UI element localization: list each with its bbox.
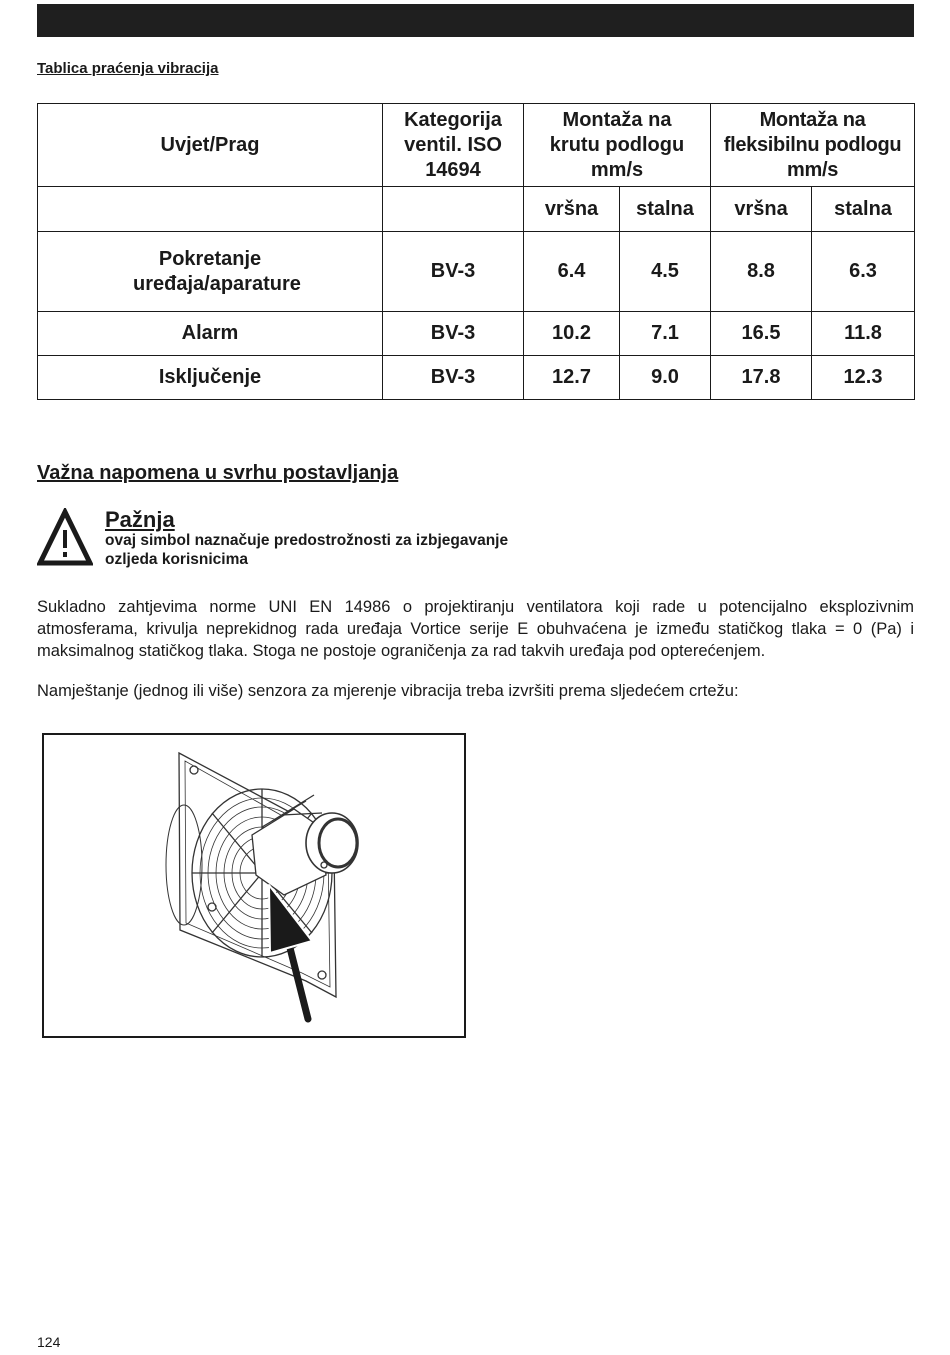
row-category: BV-3 xyxy=(383,356,524,400)
row-condition: Pokretanje uređaja/aparature xyxy=(38,232,383,312)
row-flex-peak: 8.8 xyxy=(711,232,812,312)
paragraph-standard: Sukladno zahtjevima norme UNI EN 14986 o projektiranju ventilatora koji rade u potencijalno eksplozivnim atmosferama, krivulja neprekidnog rada uređaja Vortice serije E obuhvaćena je između statičkog tlaka = 0 (Pa) i maksimalnog statičkog tlaka. Stoga ne postoje ograničenja za rad takvih uređaja pod opterećenjem. xyxy=(37,598,914,660)
row-condition: Alarm xyxy=(38,312,383,356)
paragraph-sensor: Namještanje (jednog ili više) senzora za mjerenje vibracija treba izvršiti prema sljedećem crtežu: xyxy=(37,682,739,700)
vibration-table xyxy=(37,103,915,400)
warning-text: ovaj simbol naznačuje predostrožnosti za izbjegavanje ozljeda korisnicima xyxy=(105,532,509,568)
row-rigid-steady: 4.5 xyxy=(620,232,711,312)
table-caption: Tablica praćenja vibracija xyxy=(37,60,219,77)
table-row xyxy=(38,232,915,312)
table-subheader-row xyxy=(38,187,915,232)
row-rigid-peak: 10.2 xyxy=(524,312,620,356)
page-number: 124 xyxy=(37,1334,61,1350)
subheader-flex-peak: vršna xyxy=(711,187,812,232)
row-flex-steady: 12.3 xyxy=(812,356,915,400)
header-condition: Uvjet/Prag xyxy=(38,104,383,187)
row-rigid-peak: 12.7 xyxy=(524,356,620,400)
subheader-rigid-peak: vršna xyxy=(524,187,620,232)
subheader-rigid-steady: stalna xyxy=(620,187,711,232)
row-rigid-peak: 6.4 xyxy=(524,232,620,312)
row-flex-peak: 16.5 xyxy=(711,312,812,356)
table-row xyxy=(38,312,915,356)
row-rigid-steady: 7.1 xyxy=(620,312,711,356)
row-flex-peak: 17.8 xyxy=(711,356,812,400)
row-category: BV-3 xyxy=(383,232,524,312)
subheader-empty-1 xyxy=(38,187,383,232)
table-header-row xyxy=(38,104,915,187)
section-title: Važna napomena u svrhu postavljanja xyxy=(37,462,399,484)
warning-triangle-icon xyxy=(37,508,93,566)
row-condition: Isključenje xyxy=(38,356,383,400)
header-rigid: Montaža na krutu podlogu mm/s xyxy=(524,104,711,187)
wall-fan-with-arrow-icon xyxy=(44,735,464,1036)
row-flex-steady: 11.8 xyxy=(812,312,915,356)
row-rigid-steady: 9.0 xyxy=(620,356,711,400)
fan-figure xyxy=(42,733,466,1038)
header-flexible: Montaža na fleksibilnu podlogu mm/s xyxy=(711,104,915,187)
row-category: BV-3 xyxy=(383,312,524,356)
header-bar xyxy=(37,4,914,37)
row-flex-steady: 6.3 xyxy=(812,232,915,312)
subheader-flex-steady: stalna xyxy=(812,187,915,232)
header-category: Kategorija ventil. ISO 14694 xyxy=(383,104,524,187)
table-row xyxy=(38,356,915,400)
warning-title: Pažnja xyxy=(105,507,175,532)
subheader-empty-2 xyxy=(383,187,524,232)
